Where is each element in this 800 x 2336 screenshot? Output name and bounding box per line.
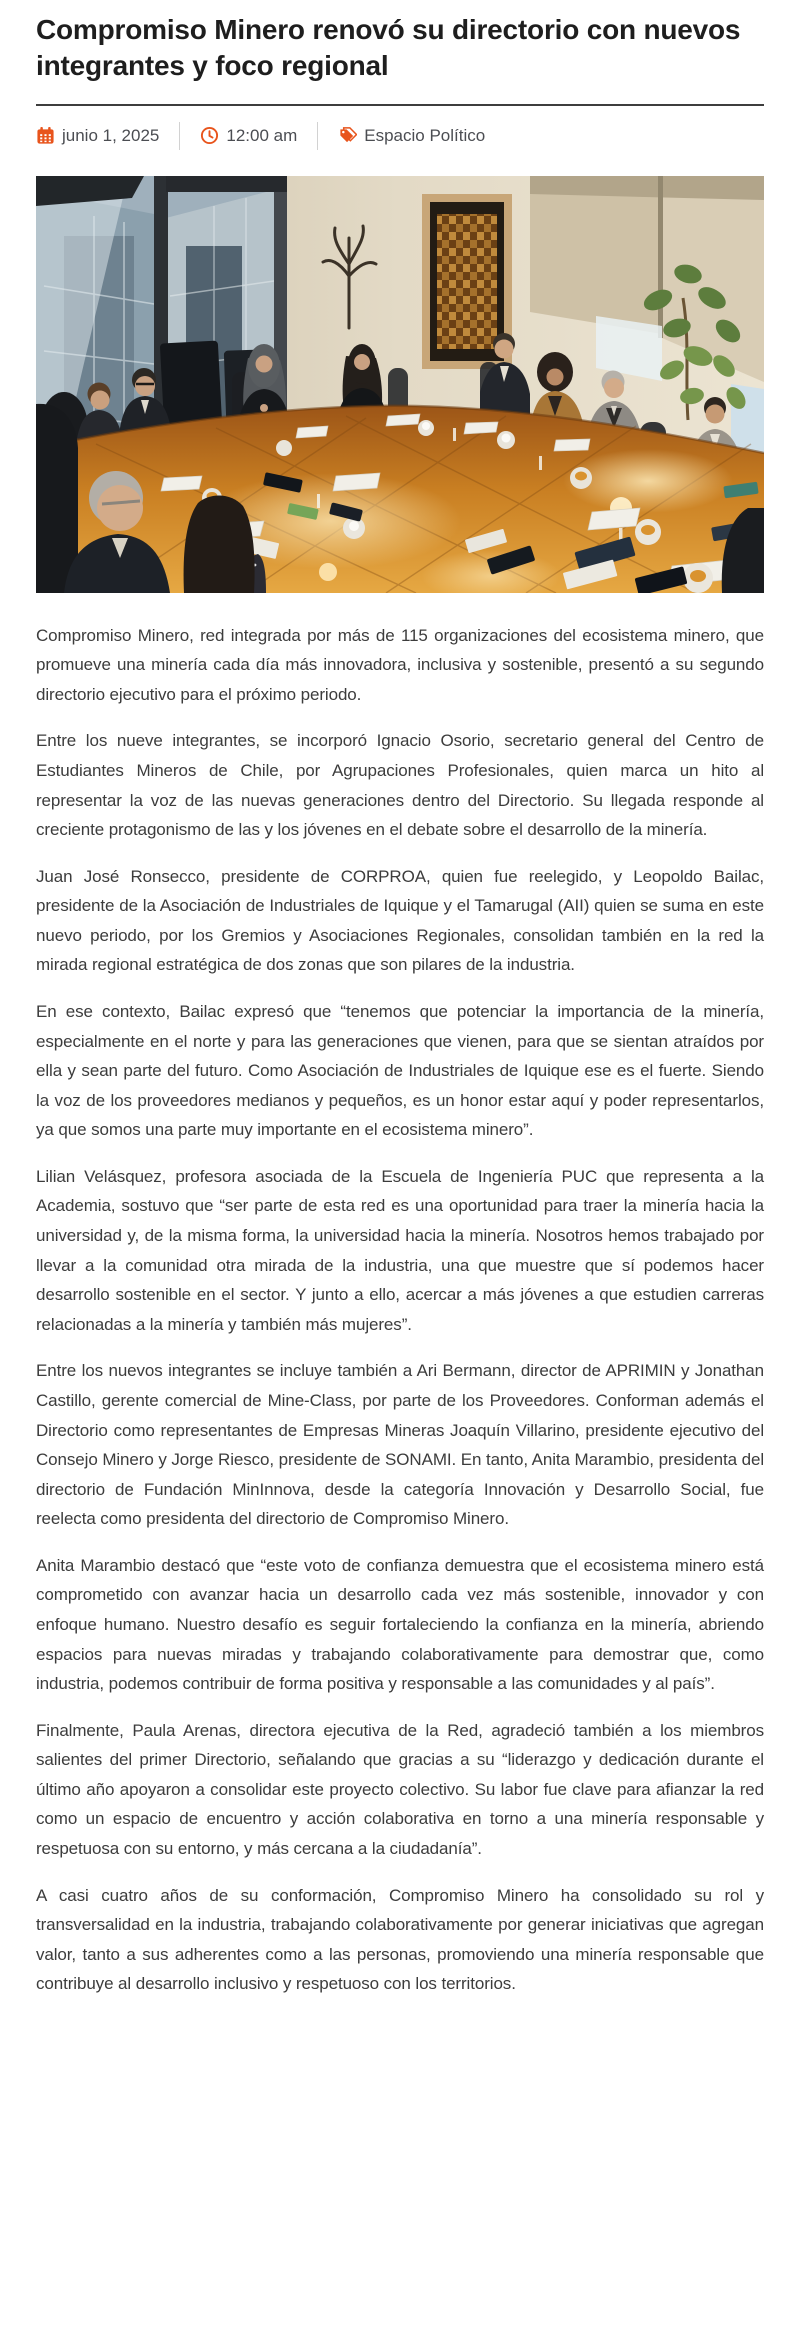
article-paragraph: Compromiso Minero, red integrada por más de 115 organizaciones del ecosistema minero, que promueve una minería cada día más innovadora, inclusiva y sostenible, presentó a su segundo directorio ejecutivo para el próximo periodo. [36, 625, 764, 704]
meta-separator [179, 122, 180, 150]
category-link[interactable] [338, 126, 485, 146]
article-paragraph: Entre los nuevos integrantes se incluye también a Ari Bermann, director de APRIMIN y Jonathan Castillo, gerente comercial de Mine-Class, por parte de los Proveedores. Conforman además el Directorio como representantes de Empresas Mineras Joaquín Villarino, presidente ejecutivo del Consejo Minero y Jorge Riesco, presidente de SONAMI. En tanto, Anita Marambio, presidenta del directorio de Fundación MinInnova, desde la categoría Innovación y Desarrollo Social, fue reelecta como presidenta del directorio de Compromiso Minero. [36, 1361, 764, 1529]
publish-date [36, 126, 159, 146]
meta-separator [317, 122, 318, 150]
title-divider [36, 104, 764, 106]
article-paragraph: Juan José Ronsecco, presidente de CORPROA, quien fue reelegido, y Leopoldo Bailac, presidente de la Asociación de Industriales de Iquique y el Tamarugal (AII) quien se suma en este nuevo periodo, por los Gremios y Asociaciones Regionales, consolidan también en la red la mirada regional estratégica de dos zonas que son pilares de la industria. [36, 866, 764, 975]
publish-date-label: junio 1, 2025 [62, 125, 160, 145]
article-paragraph: Anita Marambio destacó que “este voto de confianza demuestra que el ecosistema minero está comprometido con avanzar hacia un desarrollo cada vez más sostenible, innovador y con enfoque humano. Nuestro desafío es seguir fortaleciendo la confianza en la minería, abriendo espacios para nuevas miradas y trabajando colaborativamente para demostrar que, como industria, podemos contribuir de forma positiva y responsable a las comunidades y al país”. [36, 1555, 764, 1694]
publish-time [200, 126, 297, 146]
article-photo [36, 176, 764, 593]
tags-icon [338, 126, 357, 145]
article-meta [36, 122, 764, 150]
article-body [36, 621, 764, 1999]
clock-icon [200, 126, 219, 145]
article-paragraph: Finalmente, Paula Arenas, directora ejecutiva de la Red, agradeció también a los miembros salientes del primer Directorio, señalando que gracias a su “liderazgo y dedicación durante el último año apoyaron a consolidar este proyecto colectivo. Su labor fue clave para afianzar la red como un espacio de encuentro y acción colaborativa en torno a una minería responsable y respetuosa con su entorno, y más cercana a la ciudadanía”. [36, 1720, 764, 1859]
article-paragraph: En ese contexto, Bailac expresó que “tenemos que potenciar la importancia de la minería, especialmente en el norte y para las generaciones que vienen, para que se sientan atraídos por ella y sean parte del futuro. Como Asociación de Industriales de Iquique ese es el fuerte. Siendo la voz de los proveedores medianos y pequeños, es un honor estar aquí y poder representarlos, ya que somos una parte muy importante en el ecosistema minero”. [36, 1002, 764, 1140]
category-label: Espacio Político [364, 125, 486, 145]
article-paragraph: A casi cuatro años de su conformación, Compromiso Minero ha consolidado su rol y transversalidad en la industria, trabajando colaborativamente por generar iniciativas que agregan valor, tanto a sus adherentes como a las personas, promoviendo una minería responsable que contribuye al desarrollo inclusivo y respetuoso con los territorios. [36, 1885, 764, 1994]
article-paragraph: Lilian Velásquez, profesora asociada de la Escuela de Ingeniería PUC que representa a la Academia, sostuvo que “ser parte de esta red es una oportunidad para traer la minería hacia la universidad y, de la misma forma, la universidad hacia la minería. Nosotros hemos trabajado por llevar a la comunidad otra mirada de la industria, una que muestre que sí podemos hacer desarrollo sostenible en el sector. Y junto a ello, acercar a más jóvenes a que estudien carreras relacionadas a la minería y también más mujeres”. [36, 1166, 764, 1334]
photo-scene [36, 176, 764, 593]
publish-time-label: 12:00 am [226, 125, 298, 145]
calendar-icon [36, 126, 55, 145]
page-title: Compromiso Minero renovó su directorio con nuevos integrantes y foco regional [36, 14, 741, 81]
article-paragraph: Entre los nueve integrantes, se incorporó Ignacio Osorio, secretario general del Centro de Estudiantes Mineros de Chile, por Agrupaciones Profesionales, quien marca un hito al representar la voz de las nuevas generaciones dentro del Directorio. Su llegada responde al creciente protagonismo de las y los jóvenes en el debate sobre el desarrollo de la minería. [36, 731, 764, 840]
